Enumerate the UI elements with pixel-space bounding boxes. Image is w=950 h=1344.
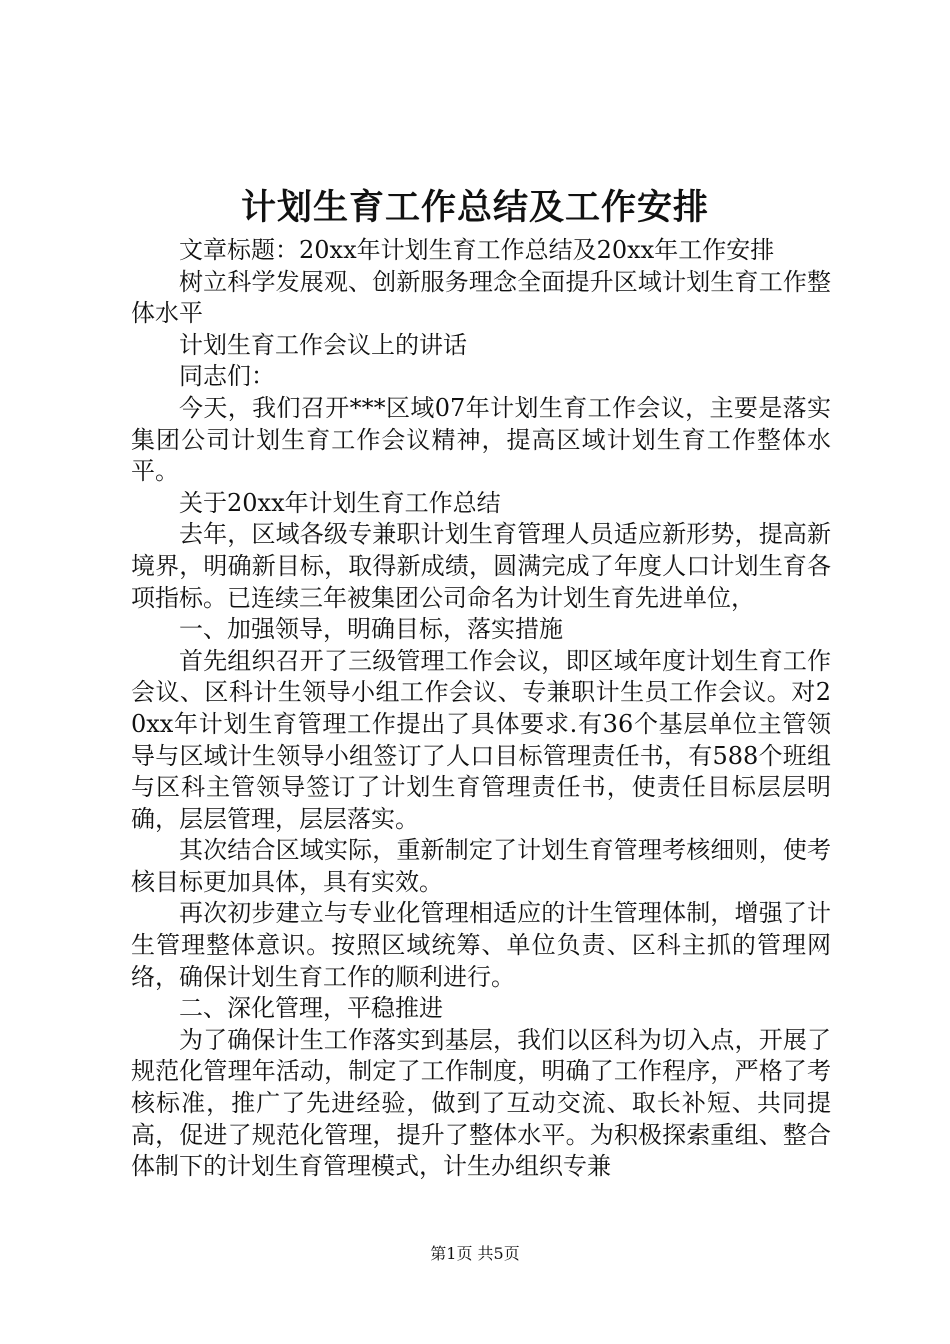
- paragraph-standardization: 为了确保计生工作落实到基层，我们以区科为切入点，开展了规范化管理年活动，制定了工作制度，明确了工作程序，严格了考核标准，推广了先进经验，做到了互动交流、取长补短、共同提高，促进了规范化管理，提升了整体水平。为积极探索重组、整合体制下的计划生育管理模式，计生办组织专兼: [131, 1025, 831, 1181]
- section-heading-1: 一、加强领导，明确目标，落实措施: [179, 615, 563, 644]
- paragraph-second: 其次结合区域实际，重新制定了计划生育管理考核细则，使考核目标更加具体，具有实效。: [131, 836, 831, 896]
- paragraph-subtitle: 树立科学发展观、创新服务理念全面提升区域计划生育工作整体水平: [131, 267, 831, 328]
- paragraph-speech-heading: 计划生育工作会议上的讲话: [179, 330, 467, 359]
- page-number: 第1页 共5页: [430, 1244, 520, 1263]
- paragraph-salutation: 同志们：: [179, 362, 275, 391]
- paragraph-article-title: 文章标题：20xx年计划生育工作总结及20xx年工作安排: [179, 236, 775, 264]
- paragraph-intro: 今天，我们召开***区域07年计划生育工作会议，主要是落实集团公司计划生育工作会议精神，提高区域计划生育工作整体水平。: [131, 393, 831, 486]
- paragraph-third: 再次初步建立与专业化管理相适应的计生管理体制，增强了计生管理整体意识。按照区域统筹、单位负责、区科主抓的管理网络，确保计划生育工作的顺利进行。: [131, 899, 831, 991]
- document-body: [131, 235, 831, 1183]
- section-heading-2: 二、深化管理，平稳推进: [179, 994, 443, 1023]
- document-title: 计划生育工作总结及工作安排: [240, 187, 709, 228]
- paragraph-first: 首先组织召开了三级管理工作会议，即区域年度计划生育工作会议、区科计生领导小组工作会议、专兼职计生员工作会议。对20xx年计划生育管理工作提出了具体要求.有36个基层单位主管领导与区域计生领导小组签订了人口目标管理责任书，有588个班组与区科主管领导签订了计划生育管理责任书，使责任目标层层明确，层层管理，层层落实。: [131, 646, 831, 833]
- paragraph-last-year: 去年，区域各级专兼职计划生育管理人员适应新形势，提高新境界，明确新目标，取得新成绩，圆满完成了年度人口计划生育各项指标。已连续三年被集团公司命名为计划生育先进单位，: [131, 520, 831, 612]
- paragraph-summary-heading: 关于20xx年计划生育工作总结: [179, 488, 501, 517]
